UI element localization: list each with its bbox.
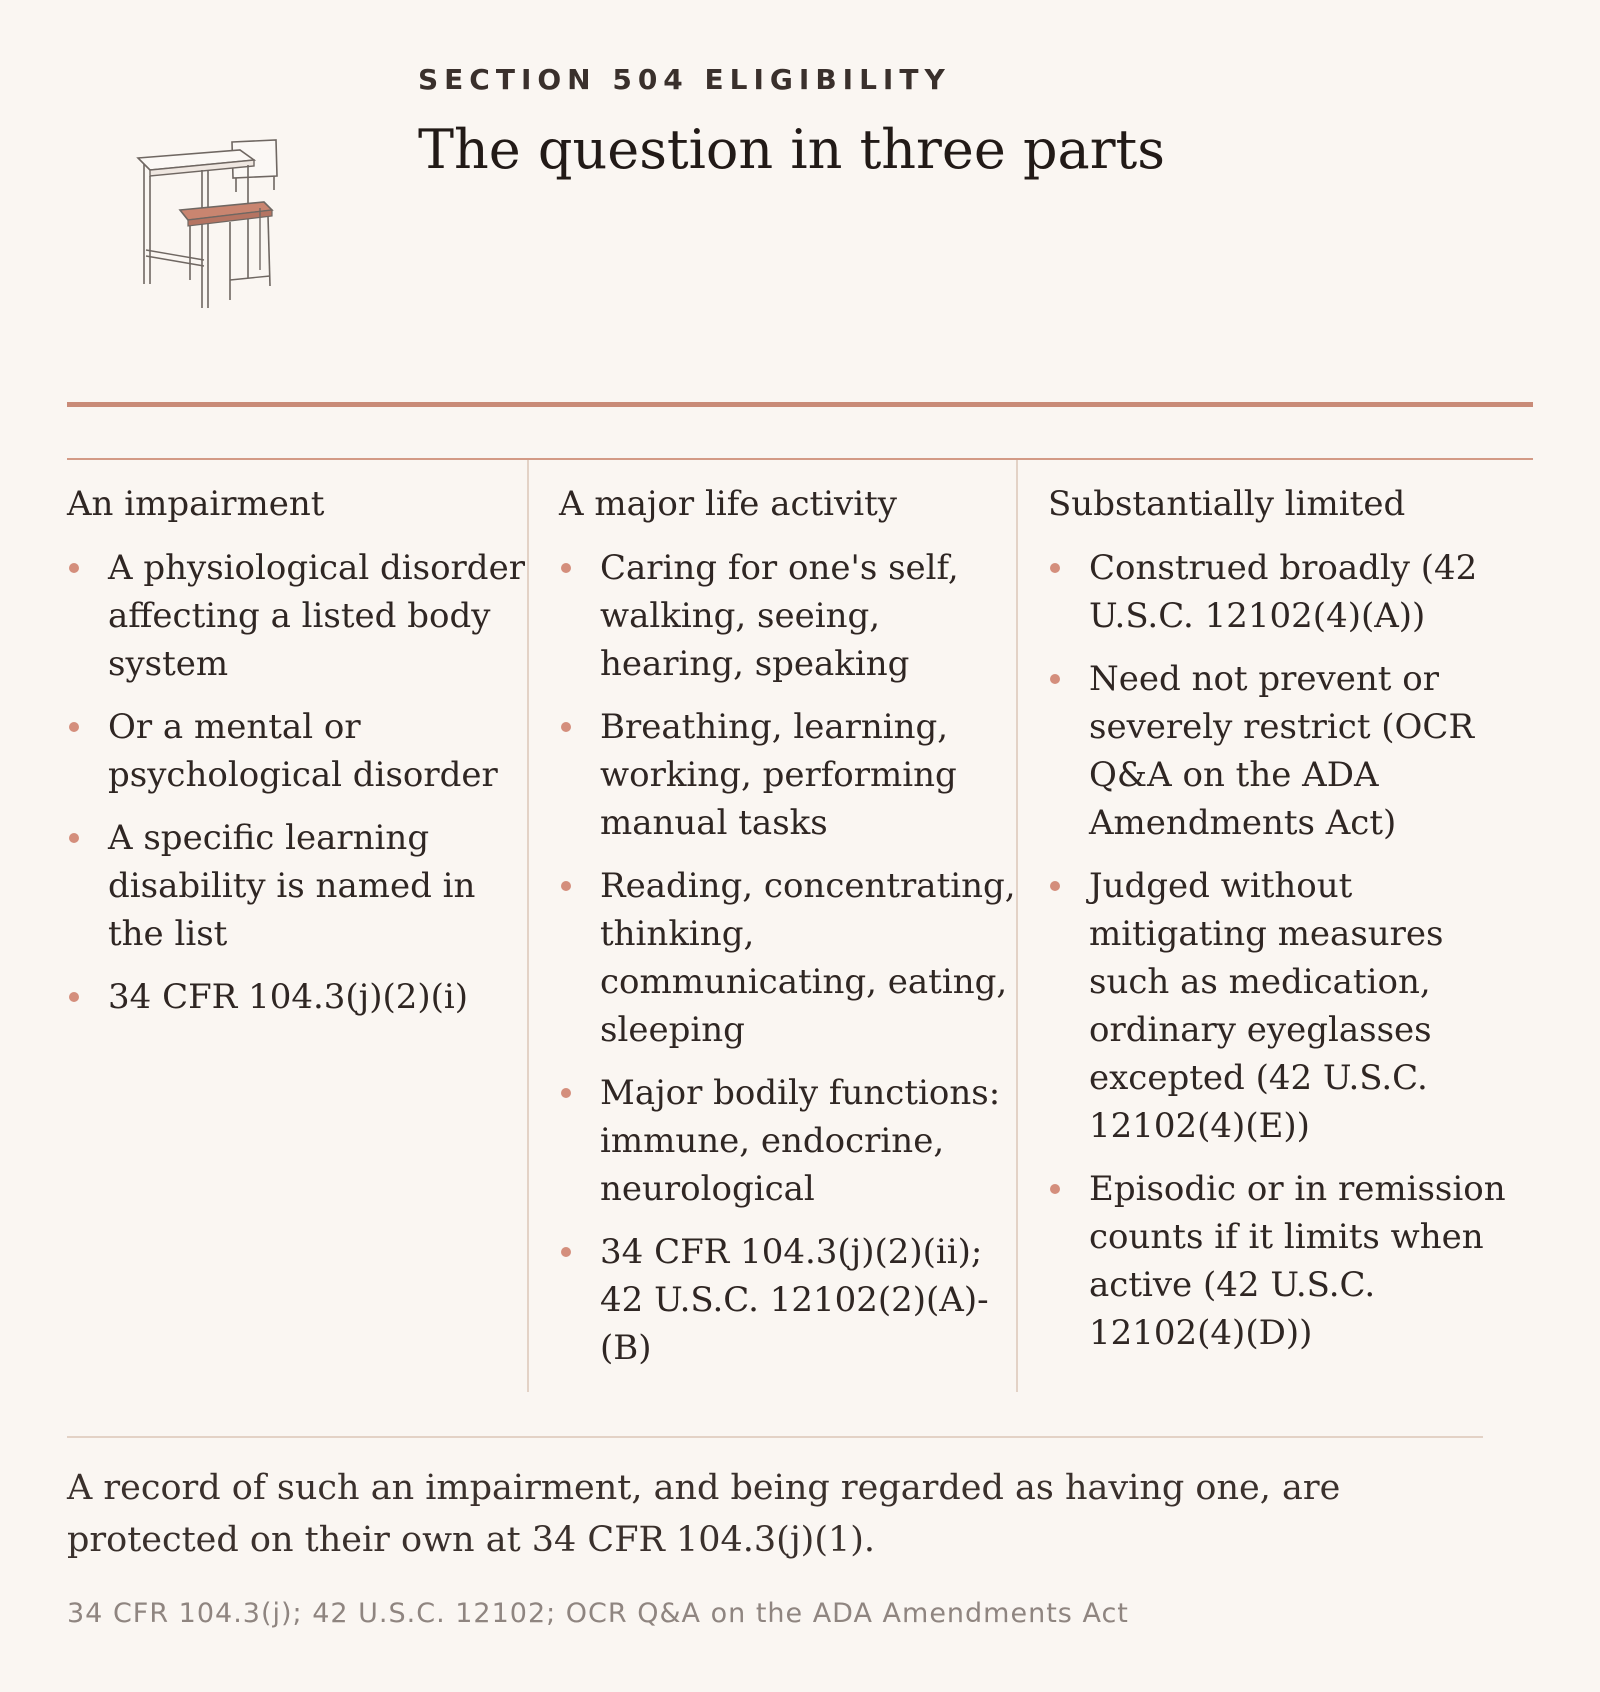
list-item (67, 703, 527, 799)
column-heading: A major life activity (559, 484, 898, 524)
bullet-icon (1050, 881, 1060, 891)
bullet-icon (69, 563, 79, 573)
list-item-text: A physiological disorder affecting a listed body system (108, 548, 525, 684)
list-item (67, 973, 527, 1021)
list-item (1048, 1165, 1533, 1357)
list-item (67, 544, 527, 688)
bullet-icon (561, 722, 571, 732)
bullet-icon (561, 1088, 571, 1098)
criteria-columns (67, 460, 1533, 1392)
criteria-list (1048, 544, 1533, 1357)
list-item (559, 1069, 1016, 1213)
list-item-text: Reading, concentrating, thinking, communicating, eating, sleeping (600, 866, 1016, 1050)
list-item-text: Or a mental or psychological disorder (108, 707, 498, 795)
bullet-icon (69, 992, 79, 1002)
list-item-text: Episodic or in remission counts if it limits when active (42 U.S.C. 12102(4)(D)) (1089, 1169, 1506, 1353)
bullet-icon (1050, 1184, 1060, 1194)
bullet-icon (1050, 674, 1060, 684)
column-heading: Substantially limited (1048, 484, 1406, 524)
bullet-icon (69, 722, 79, 732)
column-major-life-activity (527, 460, 1016, 1392)
bullet-icon (561, 563, 571, 573)
bullet-icon (69, 833, 79, 843)
list-item (559, 1228, 1016, 1372)
criteria-list (67, 544, 527, 1021)
list-item-text: Breathing, learning, working, performing manual tasks (600, 707, 957, 843)
column-heading: An impairment (67, 484, 325, 524)
column-substantially-limited (1016, 460, 1533, 1392)
header-divider (67, 402, 1533, 407)
footer-note: A record of such an impairment, and being regarded as having one, are protected on their own at 34 CFR 104.3(j)(1). (67, 1468, 1341, 1560)
list-item-text: 34 CFR 104.3(j)(2)(ii); 42 U.S.C. 12102(2)(A)-(B) (600, 1232, 989, 1368)
column-impairment (67, 460, 527, 1392)
section-kicker: SECTION 504 ELIGIBILITY (418, 63, 951, 96)
list-item (67, 814, 527, 958)
page-title: The question in three parts (418, 118, 1165, 181)
list-item (1048, 862, 1533, 1150)
list-item (1048, 544, 1533, 640)
criteria-list (559, 544, 1016, 1372)
list-item-text: Judged without mitigating measures such as medication, ordinary eyeglasses excepted (42 U.S.C. 12102(4)(E)) (1089, 866, 1444, 1146)
footer-divider (67, 1436, 1483, 1438)
list-item (559, 544, 1016, 688)
list-item-text: Major bodily functions: immune, endocrine, neurological (600, 1073, 1001, 1209)
bullet-icon (561, 1247, 571, 1257)
list-item (559, 703, 1016, 847)
bullet-icon (1050, 563, 1060, 573)
list-item-text: A specific learning disability is named in the list (108, 818, 476, 954)
school-desk-icon (136, 130, 286, 310)
bullet-icon (561, 881, 571, 891)
list-item-text: 34 CFR 104.3(j)(2)(i) (108, 977, 469, 1017)
list-item (1048, 655, 1533, 847)
list-item-text: Construed broadly (42 U.S.C. 12102(4)(A)) (1089, 548, 1478, 636)
list-item (559, 862, 1016, 1054)
list-item-text: Need not prevent or severely restrict (OCR Q&A on the ADA Amendments Act) (1089, 659, 1475, 843)
sources-line: 34 CFR 104.3(j); 42 U.S.C. 12102; OCR Q&A on the ADA Amendments Act (67, 1598, 1129, 1629)
list-item-text: Caring for one's self, walking, seeing, hearing, speaking (600, 548, 959, 684)
